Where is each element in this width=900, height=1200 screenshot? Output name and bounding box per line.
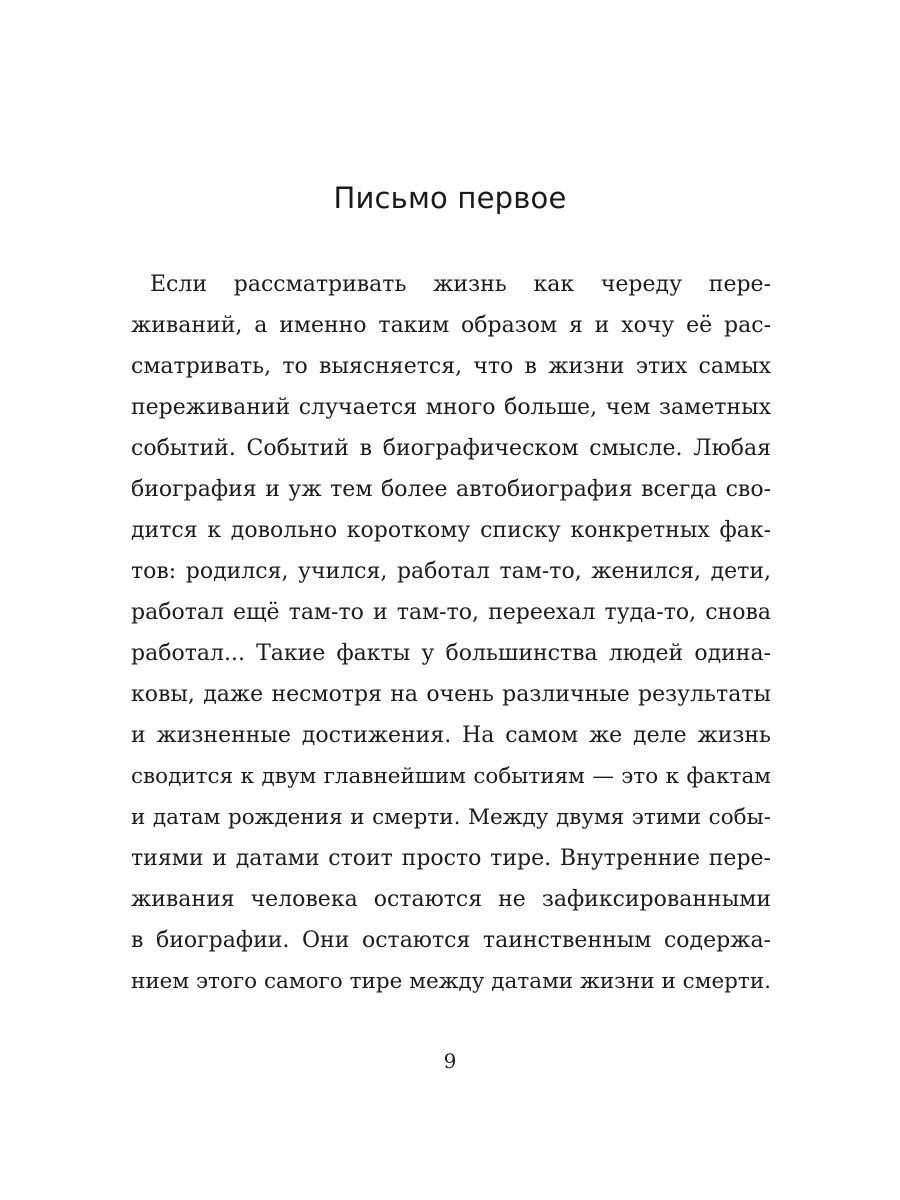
chapter-title: Письмо первое: [333, 181, 567, 215]
text-line: работал ещё там-то и там-то, переехал туда-то, снова: [131, 600, 771, 625]
text-line: и датам рождения и смерти. Между двумя этими собы-: [131, 805, 771, 830]
text-line: тов: родился, учился, работал там-то, женился, дети,: [131, 559, 771, 584]
body-paragraph: [131, 264, 771, 1002]
text-line: живаний, а именно таким образом я и хочу её рас-: [131, 313, 771, 338]
text-line: биография и уж тем более автобиография всегда сво-: [131, 477, 771, 502]
text-line: живания человека остаются не зафиксированными: [131, 887, 771, 912]
text-line: дится к довольно короткому списку конкретных фак-: [131, 518, 771, 543]
text-line: событий. Событий в биографическом смысле. Любая: [131, 436, 771, 461]
text-line: Если рассматривать жизнь как череду пере-: [150, 272, 771, 297]
page-number: 9: [443, 1049, 457, 1073]
text-line: ковы, даже несмотря на очень различные результаты: [131, 682, 771, 707]
text-line: нием этого самого тире между датами жизни и смерти.: [131, 969, 771, 994]
text-line: в биографии. Они остаются таинственным содержа-: [131, 928, 771, 953]
text-line: тиями и датами стоит просто тире. Внутренние пере-: [131, 846, 771, 871]
text-line: и жизненные достижения. На самом же деле жизнь: [131, 723, 771, 748]
text-line: сводится к двум главнейшим событиям — это к фактам: [131, 764, 771, 789]
text-line: переживаний случается много больше, чем заметных: [131, 395, 771, 420]
text-line: сматривать, то выясняется, что в жизни этих самых: [131, 354, 771, 379]
text-line: работал... Такие факты у большинства людей одина-: [131, 641, 771, 666]
